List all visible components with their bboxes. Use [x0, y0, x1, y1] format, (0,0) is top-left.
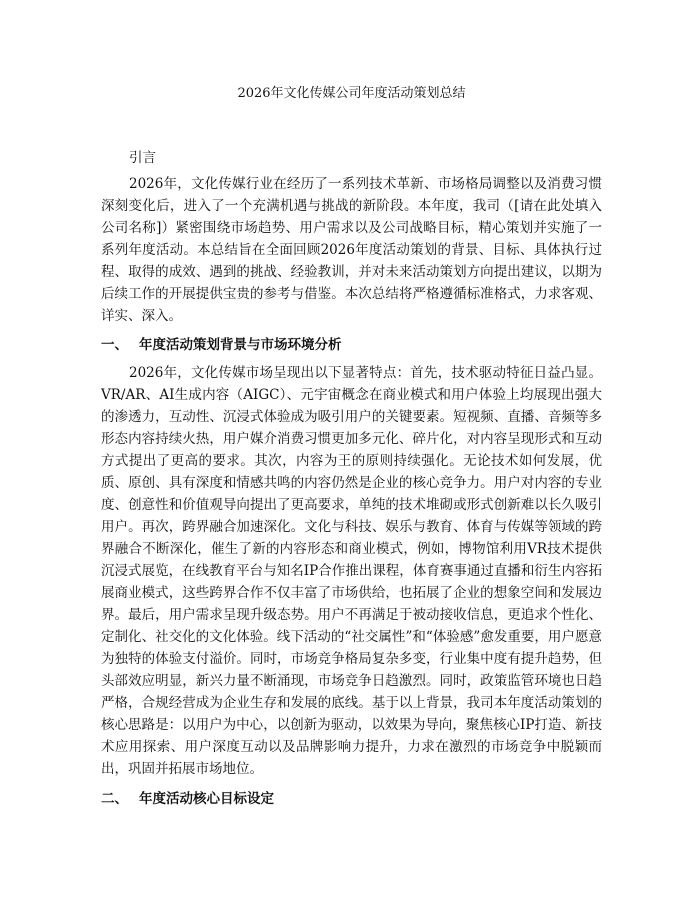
section-1-heading: [101, 334, 602, 356]
intro-paragraph: 2026年，文化传媒行业在经历了一系列技术革新、市场格局调整以及消费习惯深刻变化后，进入了一个充满机遇与挑战的新阶段。本年度，我司（[请在此处填入公司名称]）紧密围绕市场趋势、用户需求以及公司战略目标，精心策划并实施了一系列年度活动。本总结旨在全面回顾2026年度活动策划的背景、目标、具体执行过程、取得的成效、遇到的挑战、经验教训，并对未来活动策划方向提出建议，以期为后续工作的开展提供宝贵的参考与借鉴。本次总结将严格遵循标准格式，力求客观、详实、深入。: [101, 176, 602, 324]
section-2-heading: [101, 788, 602, 810]
section-1-title: 年度活动策划背景与市场环境分析: [139, 337, 342, 353]
section-2-number: 二、: [101, 791, 128, 807]
intro-heading: 引言: [129, 150, 156, 166]
section-1-paragraph: 2026年，文化传媒市场呈现出以下显著特点：首先，技术驱动特征日益凸显。VR/AR、AI生成内容（AIGC）、元宇宙概念在商业模式和用户体验上均展现出强大的渗透力，互动性、沉浸式体验成为吸引用户的关键要素。短视频、直播、音频等多形态内容持续火热，用户媒介消费习惯更加多元化、碎片化，对内容呈现形式和互动方式提出了更高的要求。其次，内容为王的原则持续强化。无论技术如何发展，优质、原创、具有深度和情感共鸣的内容仍然是企业的核心竞争力。用户对内容的专业度、创意性和价值观导向提出了更高要求，单纯的技术堆砌或形式创新难以长久吸引用户。再次，跨界融合加速深化。文化与科技、娱乐与教育、体育与传媒等领域的跨界融合不断深化，催生了新的内容形态和商业模式，例如，博物馆利用VR技术提供沉浸式展览，在线教育平台与知名IP合作推出课程，体育赛事通过直播和衍生内容拓展商业模式，这些跨界合作不仅丰富了市场供给，也拓展了企业的想象空间和发展边界。最后，用户需求呈现升级态势。用户不再满足于被动接收信息，更追求个性化、定制化、社交化的文化体验。线下活动的“社交属性”和“体验感”愈发重要，用户愿意为独特的体验支付溢价。同时，市场竞争格局复杂多变，行业集中度有提升趋势，但头部效应明显，新兴力量不断涌现，市场竞争日趋激烈。同时，政策监管环境也日趋严格，合规经营成为企业生存和发展的底线。基于以上背景，我司本年度活动策划的核心思路是：以用户为中心，以创新为驱动，以效果为导向，聚焦核心IP打造、新技术应用探索、用户深度互动以及品牌影响力提升，力求在激烈的市场竞争中脱颖而出，巩固并拓展市场地位。: [101, 365, 602, 777]
section-2-title: 年度活动核心目标设定: [139, 791, 274, 807]
section-1-number: 一、: [101, 337, 128, 353]
document-title: 2026年文化传媒公司年度活动策划总结: [237, 86, 466, 101]
